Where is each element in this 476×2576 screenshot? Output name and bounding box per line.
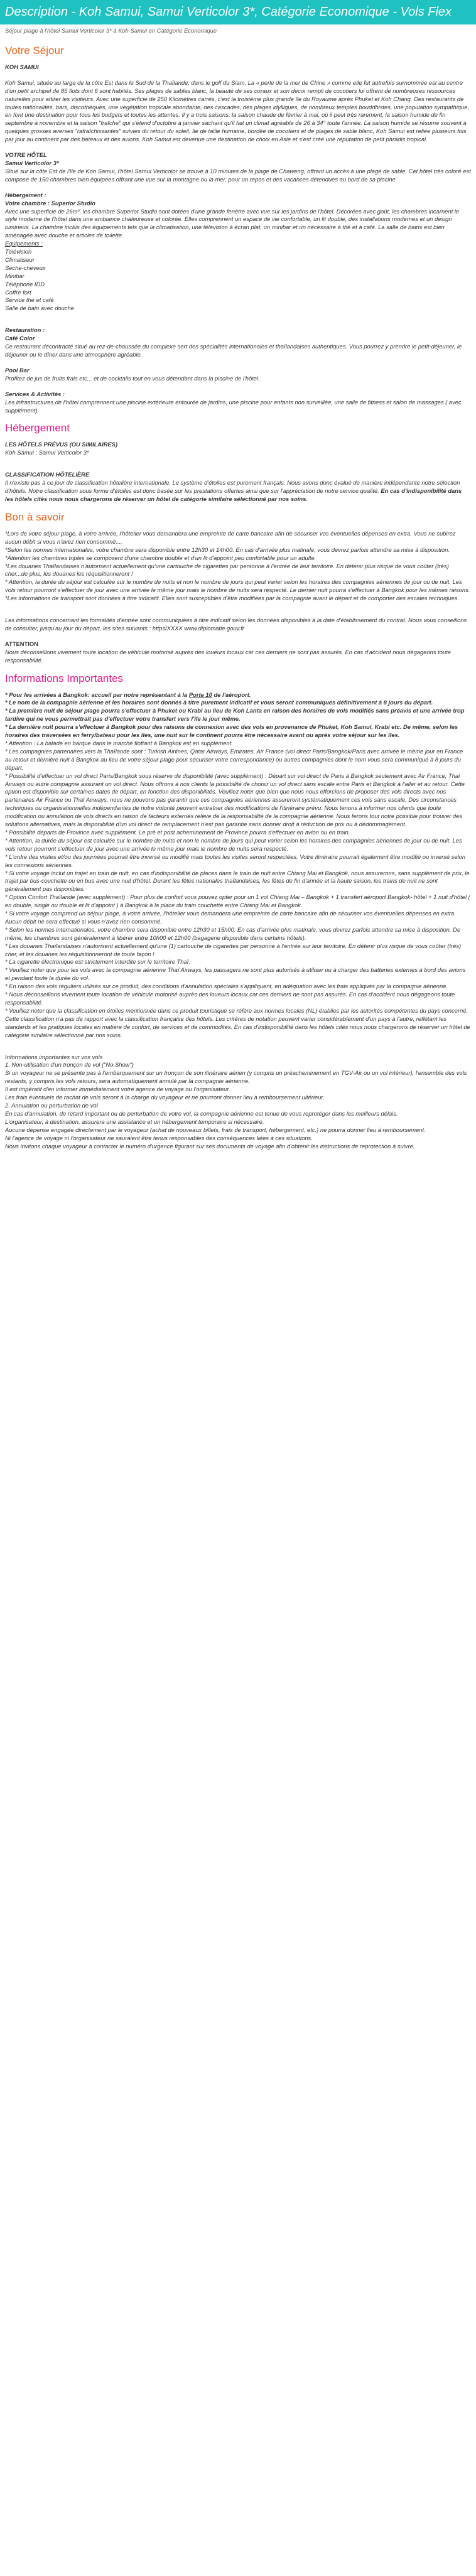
hebergement-block-line: Coffre fort: [5, 288, 31, 296]
classification-bold: En cas d'indisponibilité dans les hôtels cités nous nous chargerons de réserver un hôtel de catégorie similaire sélectionné par nos soins.: [5, 487, 462, 502]
place-title: KOH SAMUI: [5, 63, 39, 70]
note-item: * Les compagnies partenaires vers la Thaïlande sont : Turkish Airlines, Qatar Airways, Emirates, Air France (vol direct Paris/Bangkok/Paris avec arrivée le même jour en France au retour et dernière nuit à Bangkok au lieu de votre séjour plage pour sécuriser votre correspondance) ou autres compagnies dont le nom vous sera communiqué à 8 jours du départ.: [5, 747, 463, 771]
note-item: * Veuillez noter que pour les vols avec la compagnie aérienne Thaï Airways, les passagers ne sont plus autorisés à utiliser ou à charger des batteries externes à bord des avions et pendant toute la durée du vol.: [5, 966, 466, 982]
section-heading-hebergement: Hébergement: [5, 422, 70, 434]
note-item: * Veuillez noter que la classification en étoiles mentionnée dans ce produit touristique se réfère aux normes locales (NL) établies par les autorités compétentes du pays concerné. Cette classification n'a pas de rapport avec la classification française des hôtels. Les critères de notation peuvent varier considérablement d'un pays à l'autre, reflétant les standards et les pratiques locales en matière de confort, de services et de commodités. En cas d'indisponibilité dans les hôtels cités nous nous chargerons de réserver un hôtel de catégorie similaire sélectionné par nos soins.: [5, 1006, 470, 1038]
note-item: * Nous déconseillons vivement toute location de véhicule motorisé auprès des loueurs locaux car ces derniers ne sont pas assurés. En cas d'accident nous dégageons toute responsabilité.: [5, 991, 455, 1006]
note-item: *Selon les normes internationales, votre chambre sera disponible entre 12h30 et 14h00. En cas d'arrivée plus matinale, vous devrez parfois attendre sa mise à disposition.: [5, 546, 450, 553]
hotel-block-line: Samui Verticolor 3*: [5, 159, 59, 166]
hebergement-block-line: Votre chambre : Superior Studio: [5, 199, 95, 207]
note-item-bold: * La première nuit de séjour plage pourra s'effectuer à Phuket ou Krabi au lieu de Koh Lanta en raison des horaires de vols modifiés sans préavis et une arrivée trop tardive qui ne vous permettrait pas d'effectuer votre transfert vers l'île le jour même.: [5, 707, 465, 723]
vols-block: [5, 1054, 471, 1151]
restauration-block: [5, 326, 471, 359]
content: [0, 45, 476, 1151]
vols-line: Il est impératif d'en informer immédiatement votre agence de voyage ou l'organisateur.: [5, 1086, 230, 1093]
note-item: * Option Confort Thaïlande (avec supplément) : Pour plus de confort vous pouvez opter pour un 1 vol Chiang Mai – Bangkok + 1 transfert aéroport Bangkok- hôtel + 1 nuit d'hôtel ( en double, single ou double et lit d'appoint ) à Bangkok à la place du train couchette entre Chiang Mai et Bangkok.: [5, 893, 470, 909]
hotel-block-line: Situé sur la côte Est de l'île de Koh Samui, l'hôtel Samui Verticolor se trouve à 10 minutes de la plage de Chaweng, offrant un accès à une plage de sable. Cet hôtel très coloré est composé de 150 chambres bien équipées offrant une vue sur la montagne ou la mer, pour un repos et des vacances détendues au bord de sa piscine.: [5, 167, 471, 183]
poolbar-block-line: Pool Bar: [5, 366, 30, 374]
hebergement-block-line: Sèche-cheveux: [5, 264, 46, 271]
restauration-block-line: Restauration :: [5, 326, 45, 334]
note-item: *Les douanes Thaïlandaises n'autorisent actuellement qu'une cartouche de cigarettes par personne à l'entrée de leur territoire. En détenir plus risque de vous coûter (très) cher...de plus, les douanes les réquisitionneront !: [5, 562, 449, 578]
services-block: [5, 391, 471, 415]
note-item-bold: * La dernière nuit pourra s'effectuer à Bangkok pour des raisons de connexion avec des vols en provenance de Phuket, Koh Samui, Krabi etc. De même, selon les horaires des traversées en ferry/bateau pour les îles, une nuit sur le continent pourra être nécessaire avant ou après votre séjour sur les îles.: [5, 723, 458, 739]
hebergement-block-line: Salle de bain avec douche: [5, 304, 74, 312]
vols-line: 1. Non-utilisation d'un tronçon de vol ("No Show"): [5, 1061, 134, 1069]
vols-line: 2. Annulation ou perturbation de vol: [5, 1101, 98, 1109]
hotel-block-line: VOTRE HÔTEL: [5, 151, 47, 159]
note-item: *Lors de votre séjour plage, à votre arrivée, l'hôtelier vous demandera une empreinte de carte bancaire afin de sécuriser vos éventuelles dépenses en extra. Vous ne subirez aucun débit si vous n'avez rien consommé....: [5, 529, 456, 545]
classification-body: Il n'existe pas à ce jour de classification hôtelière internationale. Le système d'étoiles est purement français. Nous avons donc évalué de manière indépendante notre sélection d'hôtels. Notre classification sous forme d'étoiles est donc basée sur les prestations offertes ainsi que sur l'appréciation de notre service qualité.: [5, 479, 460, 495]
section-heading-sejour: Votre Séjour: [5, 44, 64, 57]
hebergement-block-line: Climatiseur: [5, 256, 35, 263]
vols-line: Ni l'agence de voyage ni l'organisateur ne sauraient être tenus responsables des conséquences liées à ces situations.: [5, 1134, 313, 1141]
section-informations: [5, 672, 471, 1151]
informations-notes: [5, 691, 471, 1040]
note-item: * En raison des vols réguliers utilisés sur ce produit, des conditions d'annulation spéciales s'appliquent, en adéquation avec les frais appliqués par la compagnie aérienne.: [5, 983, 448, 990]
hebergement-block-line: Hébergement :: [5, 191, 46, 198]
hotel-block: [5, 151, 471, 184]
note-item: * Possibilité d'effectuer un vol direct Paris/Bangkok sous réserve de disponibilité (avec supplément) : Départ sur vol direct de Paris à Bangkok seulement avec Air France, Thai Airways ou autre compagnie assurant un vol direct. Nous offrons à nos clients la possibilité de choisir un vol direct sans escale entre Paris et Bangkok à l'aller et au retour. Cette option est disponible sur certaines dates de départ, en fonction des disponibilités. Veuillez noter que bien que nous nous efforcions de proposer des vols directs avec nos partenaires Air France ou Thaï Airways, nous ne pouvons pas garantir que ces compagnies aériennes assureront systématiquement ces vols sans escale. Des circonstances techniques ou organisationnelles indépendantes de notre volonté peuvent entraîner des modifications de l'itinéraire prévu. Nous tenons à informer nos clients que toute modification ou annulation de vols directs en raison de facteurs externes relève de la responsabilité de la compagnie aérienne. Nous ferons tout notre possible pour trouver des solutions alternatives, mais la disponibilité d'un vol direct de remplacement n'est pas garantie sans donner droit à réduction de prix ou à dédommagement.: [5, 772, 465, 828]
restauration-block-line: Café Color: [5, 335, 35, 342]
hebergement-block: [5, 191, 471, 313]
note-item: * Si votre voyage inclut un trajet en train de nuit, en cas d'indisponibilité de places dans le train de nuit entre Chiang Mai et Bangkok, nous assurerons, sans supplément de prix, le trajet par bus-couchette ou en bus avec une nuit d'hôtel. Durant les fêtes nationales thaïlandaises, les fêtes de fin d'année et la haute saison, les trains de nuit ne sont généralement pas disponibles.: [5, 869, 470, 893]
page-title: Description - Koh Samui, Samui Verticolor 3*, Catégorie Economique - Vols Flex: [5, 5, 452, 19]
classification-title: CLASSIFICATION HÔTELIÈRE: [5, 471, 90, 478]
place-description: Koh Samui, située au large de la côte Est dans le Sud de la Thaïlande, dans le golf du Siam. La « perle de la mer de Chine » comme elle fut autrefois surnommée est au centre d'un petit archipel de 85 îlots dont 6 sont habités. Ses plages de sables blanc, la beauté de ses coraux et son decor rempli de cocotiers lui offrent de nombreuses ressources naturelles pour attirer les visiteurs. Avec une superficie de 250 Kilomètres carrés, c'est la troisième plus grande île du Royaume après Phuket et Koh Chang. Des restaurants de toutes nationalités, bars, discothèques, une végétation tropicale abondante, des cascades, des plages idylliques, de nombreux temples bouddhistes, une population sympathique, en font une destination pour tous les budgets et toutes les attentes. Il y a trois saisons, la saison chaude de février à mai, où il peut très rarement, la saison humide de fin septembre à novembre et la saison "fraîche" qui s'étend d'octobre à janvier sachant qu'il fait un climat agréable de 26 à 34° toute l'année. La saison humide se résume souvent à quelques grosses averses "rafraîchissantes" suivies du retour du soleil. Ile de taille humaine, bordée de cocotiers et de plages de sable blanc, Koh Samui est reliée plusieurs fois par jour au continent par des bateaux et des avions. Koh Samui est devenue une destination de choix en Asie et s'est créé une réputation de petit paradis tropical.: [5, 78, 470, 143]
page-subtitle: Séjour plage à l'hôtel Samui Verticolor 3* à Koh Samui en Catégorie Economique: [5, 27, 217, 34]
bon-a-savoir-notes: [5, 530, 471, 603]
vols-line: Nous invitons chaque voyageur à contacter le numéro d'urgence figurant sur ses documents de voyage afin d'obtenir les instructions de reprotection à suivre.: [5, 1142, 415, 1150]
formalites-text: Les informations concernant les formalités d'entrée sont communiquées à titre indicatif selon les données disponibles à la date d'établissement du contrat. Nous vous conseillons de consulter, jusqu'au jour du départ, les sites suivants : https/XXXX www.diplomatie.gouv.fr: [5, 617, 467, 632]
vols-line: L'organisateur, à destination, assurera une assistance et un hébergement temporaire si nécessaire.: [5, 1118, 264, 1125]
vols-line: Aucune dépense engagée directement par le voyageur (achat de nouveaux billets, frais de transport, hébergement, etc.) ne pourra donner lieu à remboursement.: [5, 1126, 426, 1133]
vols-line: En cas d'annulation, de retard important ou de perturbation de votre vol, la compagnie aérienne est tenue de vous reprotéger dans les meilleurs délais.: [5, 1109, 398, 1117]
attention-title: ATTENTION: [5, 640, 38, 647]
poolbar-block-line: Profitez de jus de fruits frais etc... et de cocktails tout en vous détendant dans la piscine de l'hôtel.: [5, 374, 260, 382]
hebergement-block-line: Service thé et café: [5, 296, 54, 304]
title-bar: [0, 0, 476, 24]
hotels-prevus-block: [5, 441, 471, 457]
note-item: * Selon les normes internationales, votre chambre sera disponible entre 12h30 et 15h00. En cas d'arrivée plus matinale, vous devrez parfois attendre sa mise à disposition. De même, les chambres sont généralement à libérer entre 10h00 et 12h00 (bagagerie disponible dans certains hôtels).: [5, 925, 461, 941]
note-item: * La cigarette électronique est strictement interdite sur le territoire Thaï.: [5, 958, 190, 966]
porte-link: Porte 10: [188, 691, 212, 698]
vols-line: Informations importantes sur vos vols: [5, 1053, 103, 1060]
note-item: * Attention : La balade en barque dans le marché flottant à Bangkok est en supplément.: [5, 740, 233, 746]
section-hebergement: [5, 422, 471, 503]
note-item: * Attention, la durée du séjour est calculée sur le nombre de nuits et non le nombre de jours qui peut varier selon les horaires des compagnies aériennes de jour ou de nuit. Les vols retour pourront s'effectuer de jour avec une arrivée le même jour mais le nombre de nuits sera respecté. Le dernier nuit pourra s'effectuer à Bangkok pour les mêmes raisons.: [5, 578, 470, 594]
services-block-line: Services & Activités :: [5, 390, 65, 397]
note-item: *Attention les chambres triples se composent d'une chambre double et d'un lit d'appoint peu confortable pour un adulte.: [5, 554, 316, 561]
hebergement-block-line: Minibar: [5, 272, 24, 279]
poolbar-block: [5, 367, 471, 383]
hotels-prevus-line: LES HÔTELS PRÉVUS (OU SIMILAIRES): [5, 441, 118, 448]
services-block-line: Les infrastructures de l'hôtel comprennent une piscine extérieure entourée de jardins, une piscine pour enfants non surveillée, une salle de fitness et salon de massages ( avec supplément).: [5, 398, 462, 414]
note-item: * Si votre voyage comprend un séjour plage, à votre arrivée, l'hôtelier vous demandera une empreinte de carte bancaire afin de sécuriser vos éventuelles dépenses en extra. Aucun débit ne sera effectué si vous n'avez rien consommé.: [5, 910, 456, 925]
section-sejour: [5, 45, 471, 415]
section-heading-bon-a-savoir: Bon à savoir: [5, 510, 65, 523]
note-item: * L'ordre des visites et/ou des journées pourrait être inversé ou modifié mais toutes les visites seront respectées. Votre itinéraire pourrait également être modifié ou inversé selon les connexions aériennes.: [5, 853, 466, 868]
hebergement-block-line: Téléphone IDD: [5, 280, 45, 288]
hebergement-block-line: Télévision: [5, 248, 32, 256]
hebergement-block-line: Equipements :: [5, 240, 43, 247]
attention-text: Nous déconseillons vivement toute location de véhicule motorisé auprès des loueurs locaux car ces derniers ne sont pas assurés. En cas d'accident nous dégageons toute responsabilité.: [5, 648, 452, 664]
vols-line: Si un voyageur ne se présente pas à l'embarquement sur un tronçon de son itinéraire aérien (y compris un préacheminement en TGV-Air ou un vol intérieur), l'ensemble des vols restants, y compris les vols retours, sera automatiquement annulé par la compagnie aérienne.: [5, 1069, 467, 1085]
note-item: *Les informations de transport sont données à titre indicatif. Elles sont susceptibles d'être modifiées par la compagnie avant le départ et de comporter des escales techniques.: [5, 595, 460, 602]
note-item-bold: * Le nom de la compagnie aérienne et les horaires sont donnés à titre purement indicatif et vous seront communiqués définitivement à 8 jours du départ.: [5, 699, 433, 706]
hotels-prevus-line: Koh Samui : Samui Verticolor 3*: [5, 449, 89, 456]
note-item: * Possibilité départs de Province avec supplément. Le pré et post acheminement de Province pourra s'effectuer en avion ou en train.: [5, 828, 350, 836]
classification-text: [5, 479, 471, 504]
hebergement-block-line: Avec une superficie de 26m², les chambre Superior Studio sont dotées d'une grande fenêtre avec vue sur les jardins de l'hôtel. Décorées avec goût, les chambres incarnent le style moderne de l'hôtel dans une ambiance chaleureuse et colorée. Elles comprennent un espace de vie confortable, un lit double, des installations modernes et un design lumineux. La chambre inclus des équipements tels que la climatisation, une télévision à écran plat, un minibar et un nécessaire à thé et à café. La salle de bains est bien aménagée avec douche et articles de toilette.: [5, 207, 460, 239]
vols-line: Les frais éventuels de rachat de vols seront à la charge du voyageur et ne pourront donner lieu à remboursement ultérieur.: [5, 1094, 325, 1101]
section-bon-a-savoir: [5, 511, 471, 665]
note-item-bold: * Pour les arrivées à Bangkok: accueil par notre représentant à la Porte 10 de l'aéroport.: [5, 691, 251, 698]
note-item: * Les douanes Thaïlandaises n'autorisent actuellement qu'une (1) cartouche de cigarettes par personne à l'entrée sur leur territoire. En détenir plus risque de vous coûter (très) cher, et les douanes les réquisitionneront de toute façon !: [5, 942, 462, 957]
section-heading-informations: Informations Importantes: [5, 672, 124, 684]
note-item: * Attention, la durée du séjour est calculée sur le nombre de nuits et non le nombre de jours qui peut varier selon les horaires des compagnies aériennes de jour ou de nuit. Les vols retour pourront s'effectuer de jour avec une arrivée le même jour mais le nombre de nuits sera respecté.: [5, 836, 462, 852]
restauration-block-line: Ce restaurant décontracté situé au rez-de-chaussée du complexe sert des spécialités internationales et thaïlandaises authentiques. Vous pourrez y prendre le petit-déjeuner, le déjeuner ou le dîner dans une atmosphère agréable.: [5, 343, 462, 358]
